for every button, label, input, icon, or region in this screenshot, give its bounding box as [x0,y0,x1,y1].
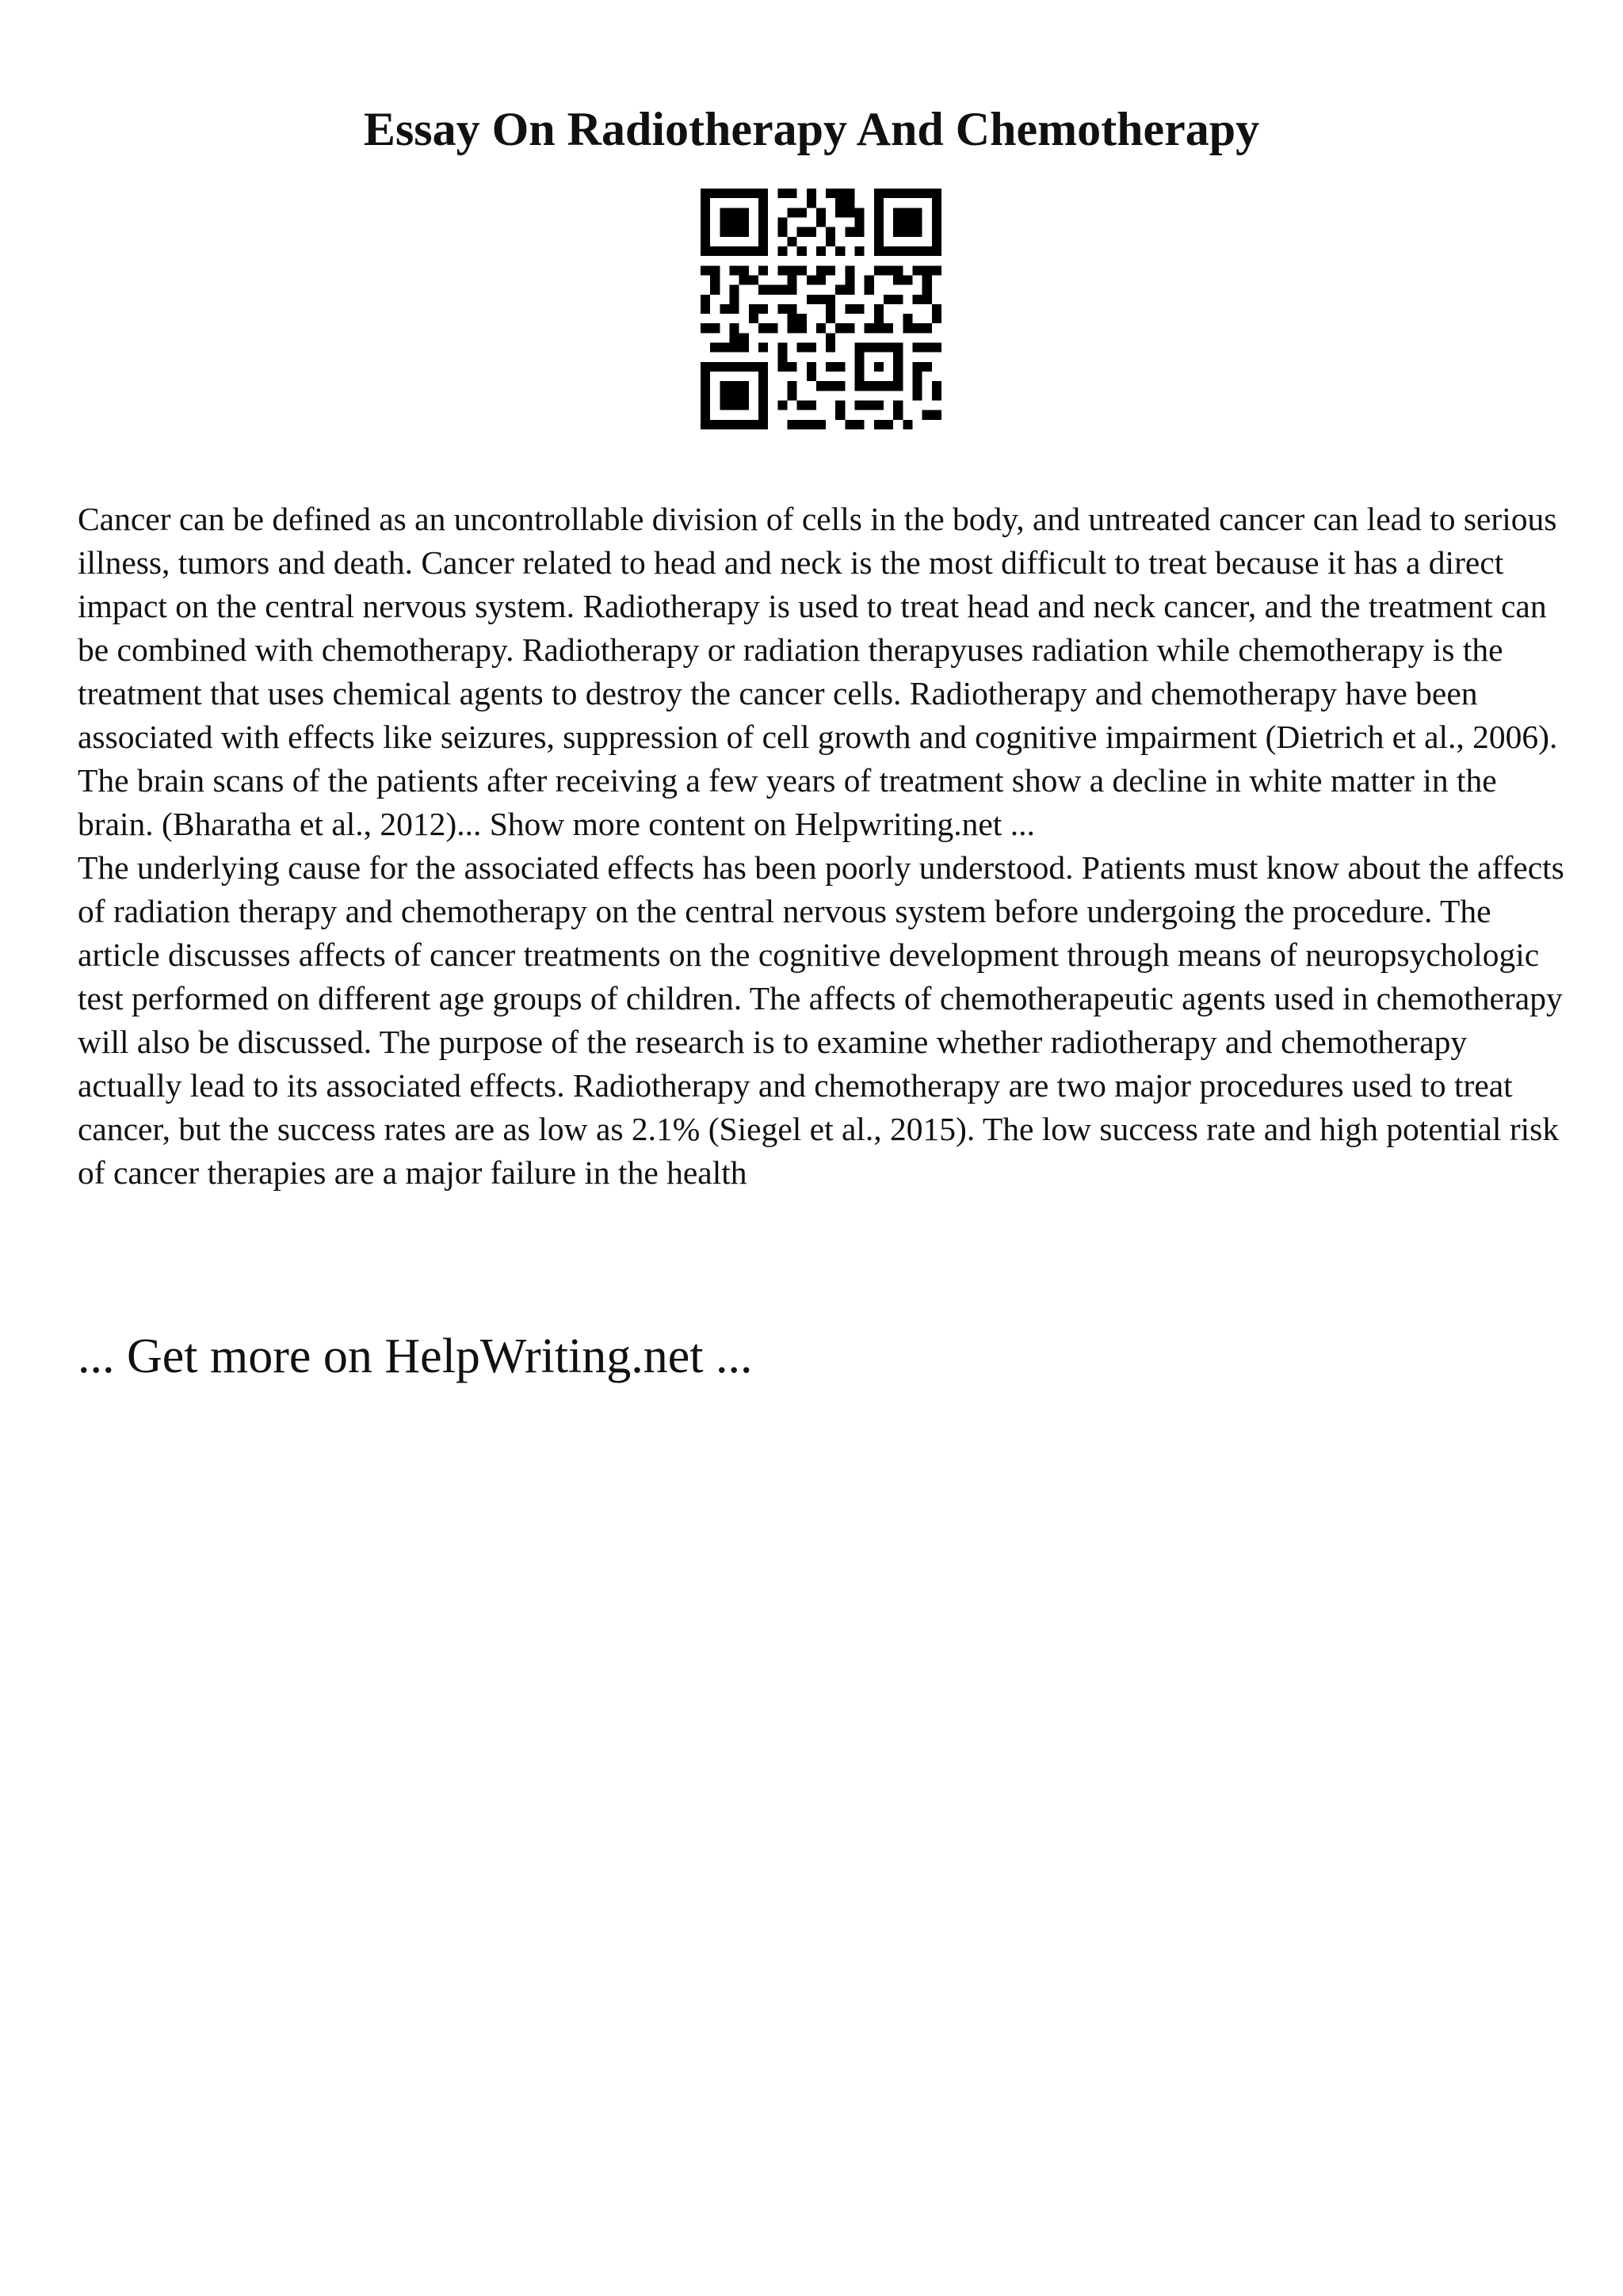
qr-code-icon [701,189,941,429]
page-title: Essay On Radiotherapy And Chemotherapy [363,103,1260,155]
essay-body [78,498,1568,1195]
paragraph: The underlying cause for the associated effects has been poorly understood. Patients must know about the affects of radiation therapy and chemotherapy on the central nervous system before undergoing the procedure. The article discusses affects of cancer treatments on the cognitive development through means of neuropsychologic test performed on different age groups of children. The affects of chemotherapeutic agents used in chemotherapy will also be discussed. The purpose of the research is to examine whether radiotherapy and chemotherapy actually lead to its associated effects. Radiotherapy and chemotherapy are two major procedures used to treat cancer, but the success rates are as low as 2.1% (Siegel et al., 2015). The low success rate and high potential risk of cancer therapies are a major failure in the health [78,849,1564,1191]
qr-code [701,189,941,429]
get-more-link[interactable]: ... Get more on HelpWriting.net ... [78,1329,753,1383]
paragraph: Cancer can be defined as an uncontrollable division of cells in the body, and untreated cancer can lead to serious illness, tumors and death. Cancer related to head and neck is the most difficult to treat because it has a direct impact on the central nervous system. Radiotherapy is used to treat head and neck cancer, and the treatment can be combined with chemotherapy. Radiotherapy or radiation therapyuses radiation while chemotherapy is the treatment that uses chemical agents to destroy the cancer cells. Radiotherapy and chemotherapy have been associated with effects like seizures, suppression of cell growth and cognitive impairment (Dietrich et al., 2006). The brain scans of the patients after receiving a few years of treatment show a decline in white matter in the brain. (Bharatha et al., 2012)... Show more content on Helpwriting.net ... [78,501,1558,842]
